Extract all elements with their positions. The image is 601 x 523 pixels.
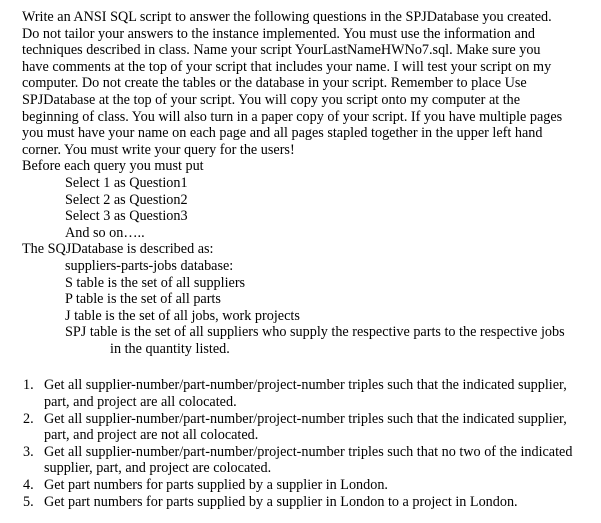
question-item [22, 411, 591, 444]
instruction-line: you must have your name on each page and all pages stapled together in the upper left hand [22, 125, 543, 142]
instruction-line: beginning of class. You will also turn in a paper copy of your script. If you have multiple pages [22, 108, 563, 125]
question-text-line: supplier, part, and project are colocated. [44, 460, 272, 477]
question-number: 2. [23, 410, 34, 427]
select-example-line: Select 2 as Question2 [65, 191, 188, 208]
questions-list [22, 377, 591, 510]
question-text-line: Get part numbers for parts supplied by a supplier in London to a project in London. [44, 493, 518, 510]
question-text-line: part, and project are not all colocated. [44, 427, 259, 444]
instruction-line: Write an ANSI SQL script to answer the following questions in the SPJDatabase you created. [22, 9, 552, 25]
select-example-line: Select 1 as Question1 [65, 174, 188, 191]
select-example-line: Select 3 as Question3 [65, 208, 188, 225]
instruction-line: corner. You must write your query for the users! [22, 141, 295, 158]
database-intro: The SQJDatabase is described as: [22, 241, 214, 258]
before-query-intro: Before each query you must put [22, 158, 204, 175]
question-item [22, 477, 591, 494]
question-item [22, 444, 591, 477]
instruction-line: have comments at the top of your script that includes your name. I will test your script on my [22, 58, 552, 75]
question-item [22, 377, 591, 410]
question-number: 4. [23, 477, 34, 494]
database-item: S table is the set of all suppliers [65, 274, 246, 291]
instruction-line: computer. Do not create the tables or the database in your script. Remember to place Use [22, 75, 527, 92]
instructions-paragraph [22, 9, 591, 158]
instruction-line: techniques described in class. Name your script YourLastNameHWNo7.sql. Make sure you [22, 42, 541, 59]
question-number: 3. [23, 443, 34, 460]
question-item [22, 494, 591, 511]
before-query-section [22, 158, 591, 241]
database-item: SPJ table is the set of all suppliers who supply the respective parts to the respective jobs [65, 324, 565, 341]
question-text-line: Get all supplier-number/part-number/project-number triples such that the indicated supplier, [44, 410, 567, 427]
database-item: J table is the set of all jobs, work projects [65, 307, 300, 324]
instruction-line: SPJDatabase at the top of your script. You will copy you script onto my computer at the [22, 91, 521, 108]
question-text-line: Get part numbers for parts supplied by a supplier in London. [44, 477, 388, 494]
question-text-line: part, and project are all colocated. [44, 394, 237, 411]
database-description-section [22, 241, 591, 357]
question-text-line: Get all supplier-number/part-number/project-number triples such that the indicated supplier, [44, 377, 567, 394]
database-item: suppliers-parts-jobs database: [65, 257, 234, 274]
question-number: 1. [23, 377, 34, 394]
database-item-continuation: in the quantity listed. [110, 340, 230, 357]
instruction-line: Do not tailor your answers to the instance implemented. You must use the information and [22, 25, 536, 42]
question-number: 5. [23, 493, 34, 510]
select-example-line: And so on….. [65, 224, 145, 241]
question-text-line: Get all supplier-number/part-number/project-number triples such that no two of the indicated [44, 443, 573, 460]
database-item: P table is the set of all parts [65, 291, 221, 308]
